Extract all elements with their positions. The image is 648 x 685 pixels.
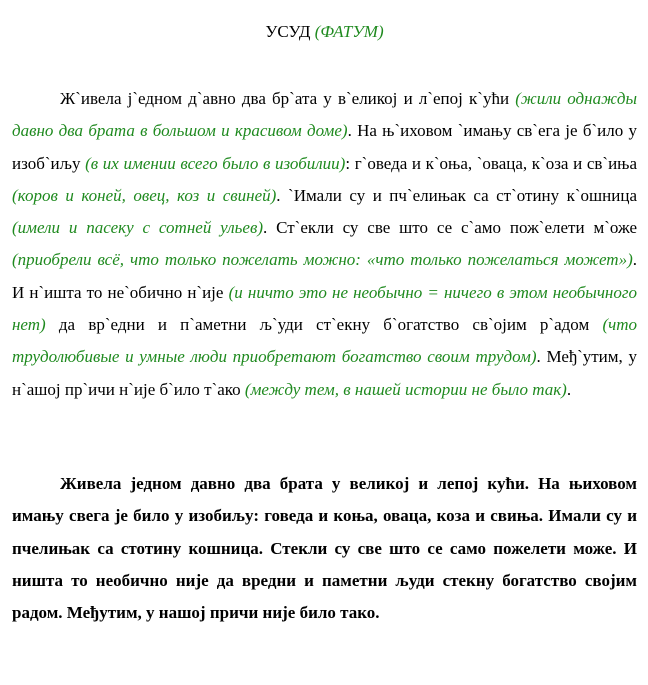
russian-translation-gloss: (имели и пасеку с сотней ульев) [12,218,264,238]
serbian-accented-text: . Ст`екли су све што се с`амо пож`елети м`оже [263,218,638,238]
russian-translation-gloss: (и ничто это не необычно = ничего в этом необычного нет) [12,282,637,335]
russian-translation-gloss: (между тем, в нашей истории не было так) [244,379,567,399]
serbian-accented-text: . На њ`иховом `имању св`ега је б`ило у изоб`иљу [12,121,637,173]
serbian-accented-text: . `Имали су и пч`елињак са ст`отину к`ошница [276,185,637,205]
plain-paragraph-bold: Живела једном давно два брата у великој и лепој кући. На њиховом имању свега је било у изобиљу: говеда и коња, оваца, коза и свиња. Имали су и пчелињак са стотину кошница. Стекли су све што се само пожелети може. И ништа то необично није да вредни и паметни људи стекну богатство својим радом. Међутим, у нашој причи није било тако. [12,474,637,623]
title-gloss: (ФАТУМ) [314,22,384,41]
serbian-accented-text: . [566,379,572,399]
accented-paragraph-with-translation [12,83,637,406]
serbian-accented-text: . Међ`утим, у н`ашој пр`ичи н`ије б`ило т`ако [12,347,637,399]
serbian-accented-text: да вр`едни и п`аметни љ`уди ст`екну б`огатство св`ојим р`адом [45,315,603,335]
russian-translation-gloss: (в их имении всего было в изобилии) [85,153,346,173]
russian-translation-gloss: (что трудолюбивые и умные люди приобретают богатство своим трудом) [12,315,637,367]
russian-translation-gloss: (коров и коней, овец, коз и свиней) [12,185,277,205]
serbian-accented-text: . И н`ишта то не`обично н`ије [12,250,637,302]
russian-translation-gloss: (жили однажды давно два брата в большом и красивом доме) [12,89,638,141]
russian-translation-gloss: (приобрели всё, что только пожелать можно: «что только пожелаться может») [12,250,633,270]
title-main: УСУД [265,22,311,41]
document-title [12,22,637,42]
serbian-accented-text: : г`оведа и к`оња, `оваца, к`оза и св`иња [345,153,638,173]
serbian-accented-text: Ж`ивела j`едном д`авно два бр`ата у в`еликој и л`епој к`ући [60,89,516,108]
